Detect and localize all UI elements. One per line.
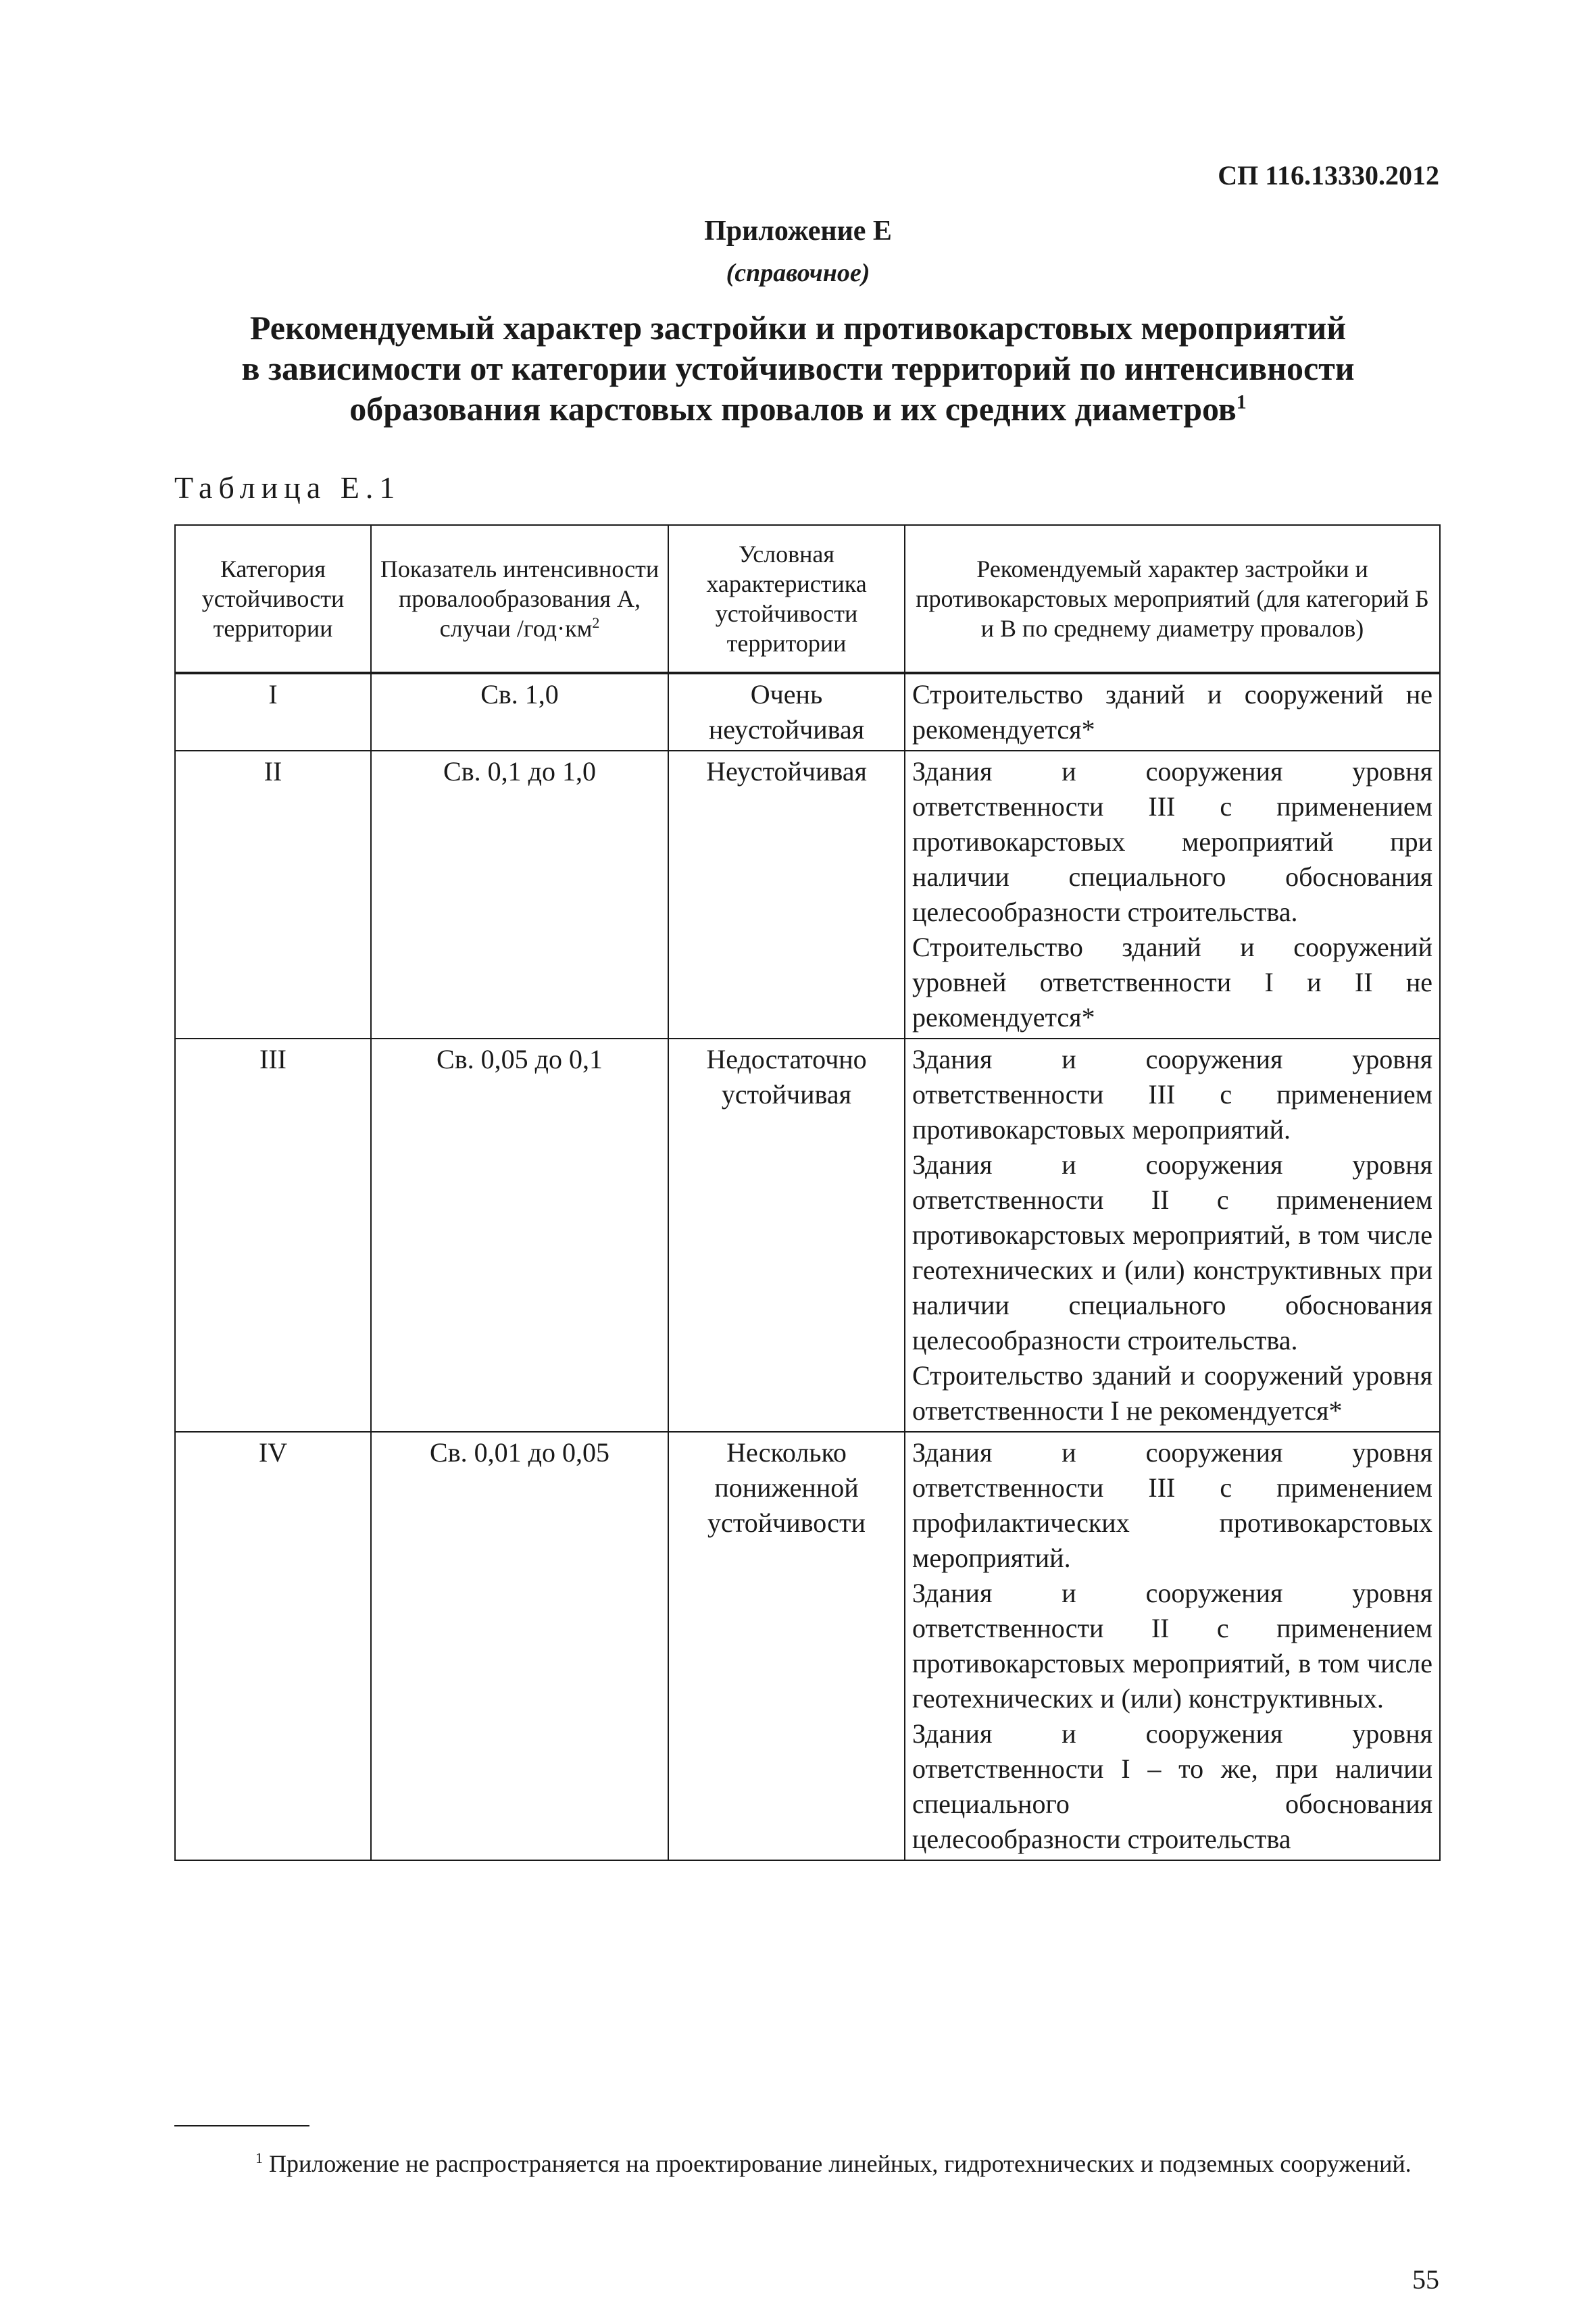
footnote-text: Приложение не распространяется на проектирование линейных, гидротехнических и подземных сооружений. bbox=[269, 2150, 1412, 2177]
cell-characteristic: Неустойчивая bbox=[668, 751, 905, 1039]
table-row bbox=[175, 1039, 1440, 1432]
recommendations-table bbox=[174, 524, 1441, 1861]
cell-category: IV bbox=[175, 1432, 371, 1860]
cell-recommendation bbox=[905, 673, 1440, 751]
cell-recommendation bbox=[905, 751, 1440, 1039]
appendix-title: Приложение Е bbox=[704, 216, 892, 247]
recommendation-paragraph: Строительство зданий и сооружений уровней ответственности I и II не рекомендуется* bbox=[912, 932, 1432, 1032]
header-characteristic: Условная характеристика устойчивости территории bbox=[668, 525, 905, 673]
recommendation-paragraph: Здания и сооружения уровня ответственности III с применением противокарстовых мероприятий. bbox=[912, 1044, 1432, 1145]
recommendation-paragraph: Строительство зданий и сооружений не рекомендуется* bbox=[912, 679, 1432, 745]
header-indicator bbox=[371, 525, 668, 673]
appendix-type: (справочное) bbox=[726, 259, 870, 287]
footnote-separator bbox=[174, 2125, 309, 2126]
table-row bbox=[175, 1432, 1440, 1860]
cell-characteristic: Несколько пониженной устойчивости bbox=[668, 1432, 905, 1860]
table-row bbox=[175, 751, 1440, 1039]
recommendation-paragraph: Здания и сооружения уровня ответственности III с применением противокарстовых мероприятий при наличии специального обоснования целесообразности строительства. bbox=[912, 756, 1432, 927]
title-footnote-mark: 1 bbox=[1236, 391, 1247, 414]
recommendation-paragraph: Строительство зданий и сооружений уровня ответственности I не рекомендуется* bbox=[912, 1360, 1432, 1426]
recommendation-paragraph: Здания и сооружения уровня ответственности I – то же, при наличии специального обоснования целесообразности строительства bbox=[912, 1718, 1432, 1854]
title-line-text: образования карстовых провалов и их средних диаметров bbox=[349, 390, 1237, 428]
document-code: СП 116.13330.2012 bbox=[1218, 160, 1439, 191]
table-row bbox=[175, 673, 1440, 751]
title-line-last bbox=[101, 389, 1495, 429]
footnote-mark: 1 bbox=[255, 2149, 263, 2166]
footnote-body bbox=[174, 2141, 1439, 2181]
table-caption: Таблица Е.1 bbox=[174, 470, 401, 505]
cell-indicator: Св. 0,1 до 1,0 bbox=[371, 751, 668, 1039]
page-number: 55 bbox=[1412, 2264, 1439, 2295]
cell-characteristic: Очень неустойчивая bbox=[668, 673, 905, 751]
main-title bbox=[101, 307, 1495, 429]
cell-indicator: Св. 1,0 bbox=[371, 673, 668, 751]
cell-indicator: Св. 0,05 до 0,1 bbox=[371, 1039, 668, 1432]
recommendation-paragraph: Здания и сооружения уровня ответственности II с применением противокарстовых мероприятий, в том числе геотехнических и (или) конструктивных при наличии специального обоснования целесообразности строительства. bbox=[912, 1149, 1432, 1355]
recommendation-paragraph: Здания и сооружения уровня ответственности II с применением противокарстовых мероприятий, в том числе геотехнических и (или) конструктивных. bbox=[912, 1578, 1432, 1714]
header-category: Категория устойчивости территории bbox=[175, 525, 371, 673]
title-line: Рекомендуемый характер застройки и противокарстовых мероприятий bbox=[249, 309, 1347, 347]
header-indicator-sup: 2 bbox=[592, 614, 600, 631]
cell-characteristic: Недостаточно устойчивая bbox=[668, 1039, 905, 1432]
cell-recommendation bbox=[905, 1432, 1440, 1860]
cell-indicator: Св. 0,01 до 0,05 bbox=[371, 1432, 668, 1860]
cell-recommendation bbox=[905, 1039, 1440, 1432]
title-line: в зависимости от категории устойчивости территорий по интенсивности bbox=[241, 349, 1355, 387]
table-header-row bbox=[175, 525, 1440, 673]
header-indicator-text: Показатель интенсивности провалообразования А, случаи /год·км bbox=[380, 555, 659, 642]
cell-category: III bbox=[175, 1039, 371, 1432]
cell-category: II bbox=[175, 751, 371, 1039]
footnote bbox=[174, 2141, 1439, 2181]
header-recommendation: Рекомендуемый характер застройки и противокарстовых мероприятий (для категорий Б и В по среднему диаметру провалов) bbox=[905, 525, 1440, 673]
recommendation-paragraph: Здания и сооружения уровня ответственности III с применением профилактических противокарстовых мероприятий. bbox=[912, 1437, 1432, 1573]
cell-category: I bbox=[175, 673, 371, 751]
